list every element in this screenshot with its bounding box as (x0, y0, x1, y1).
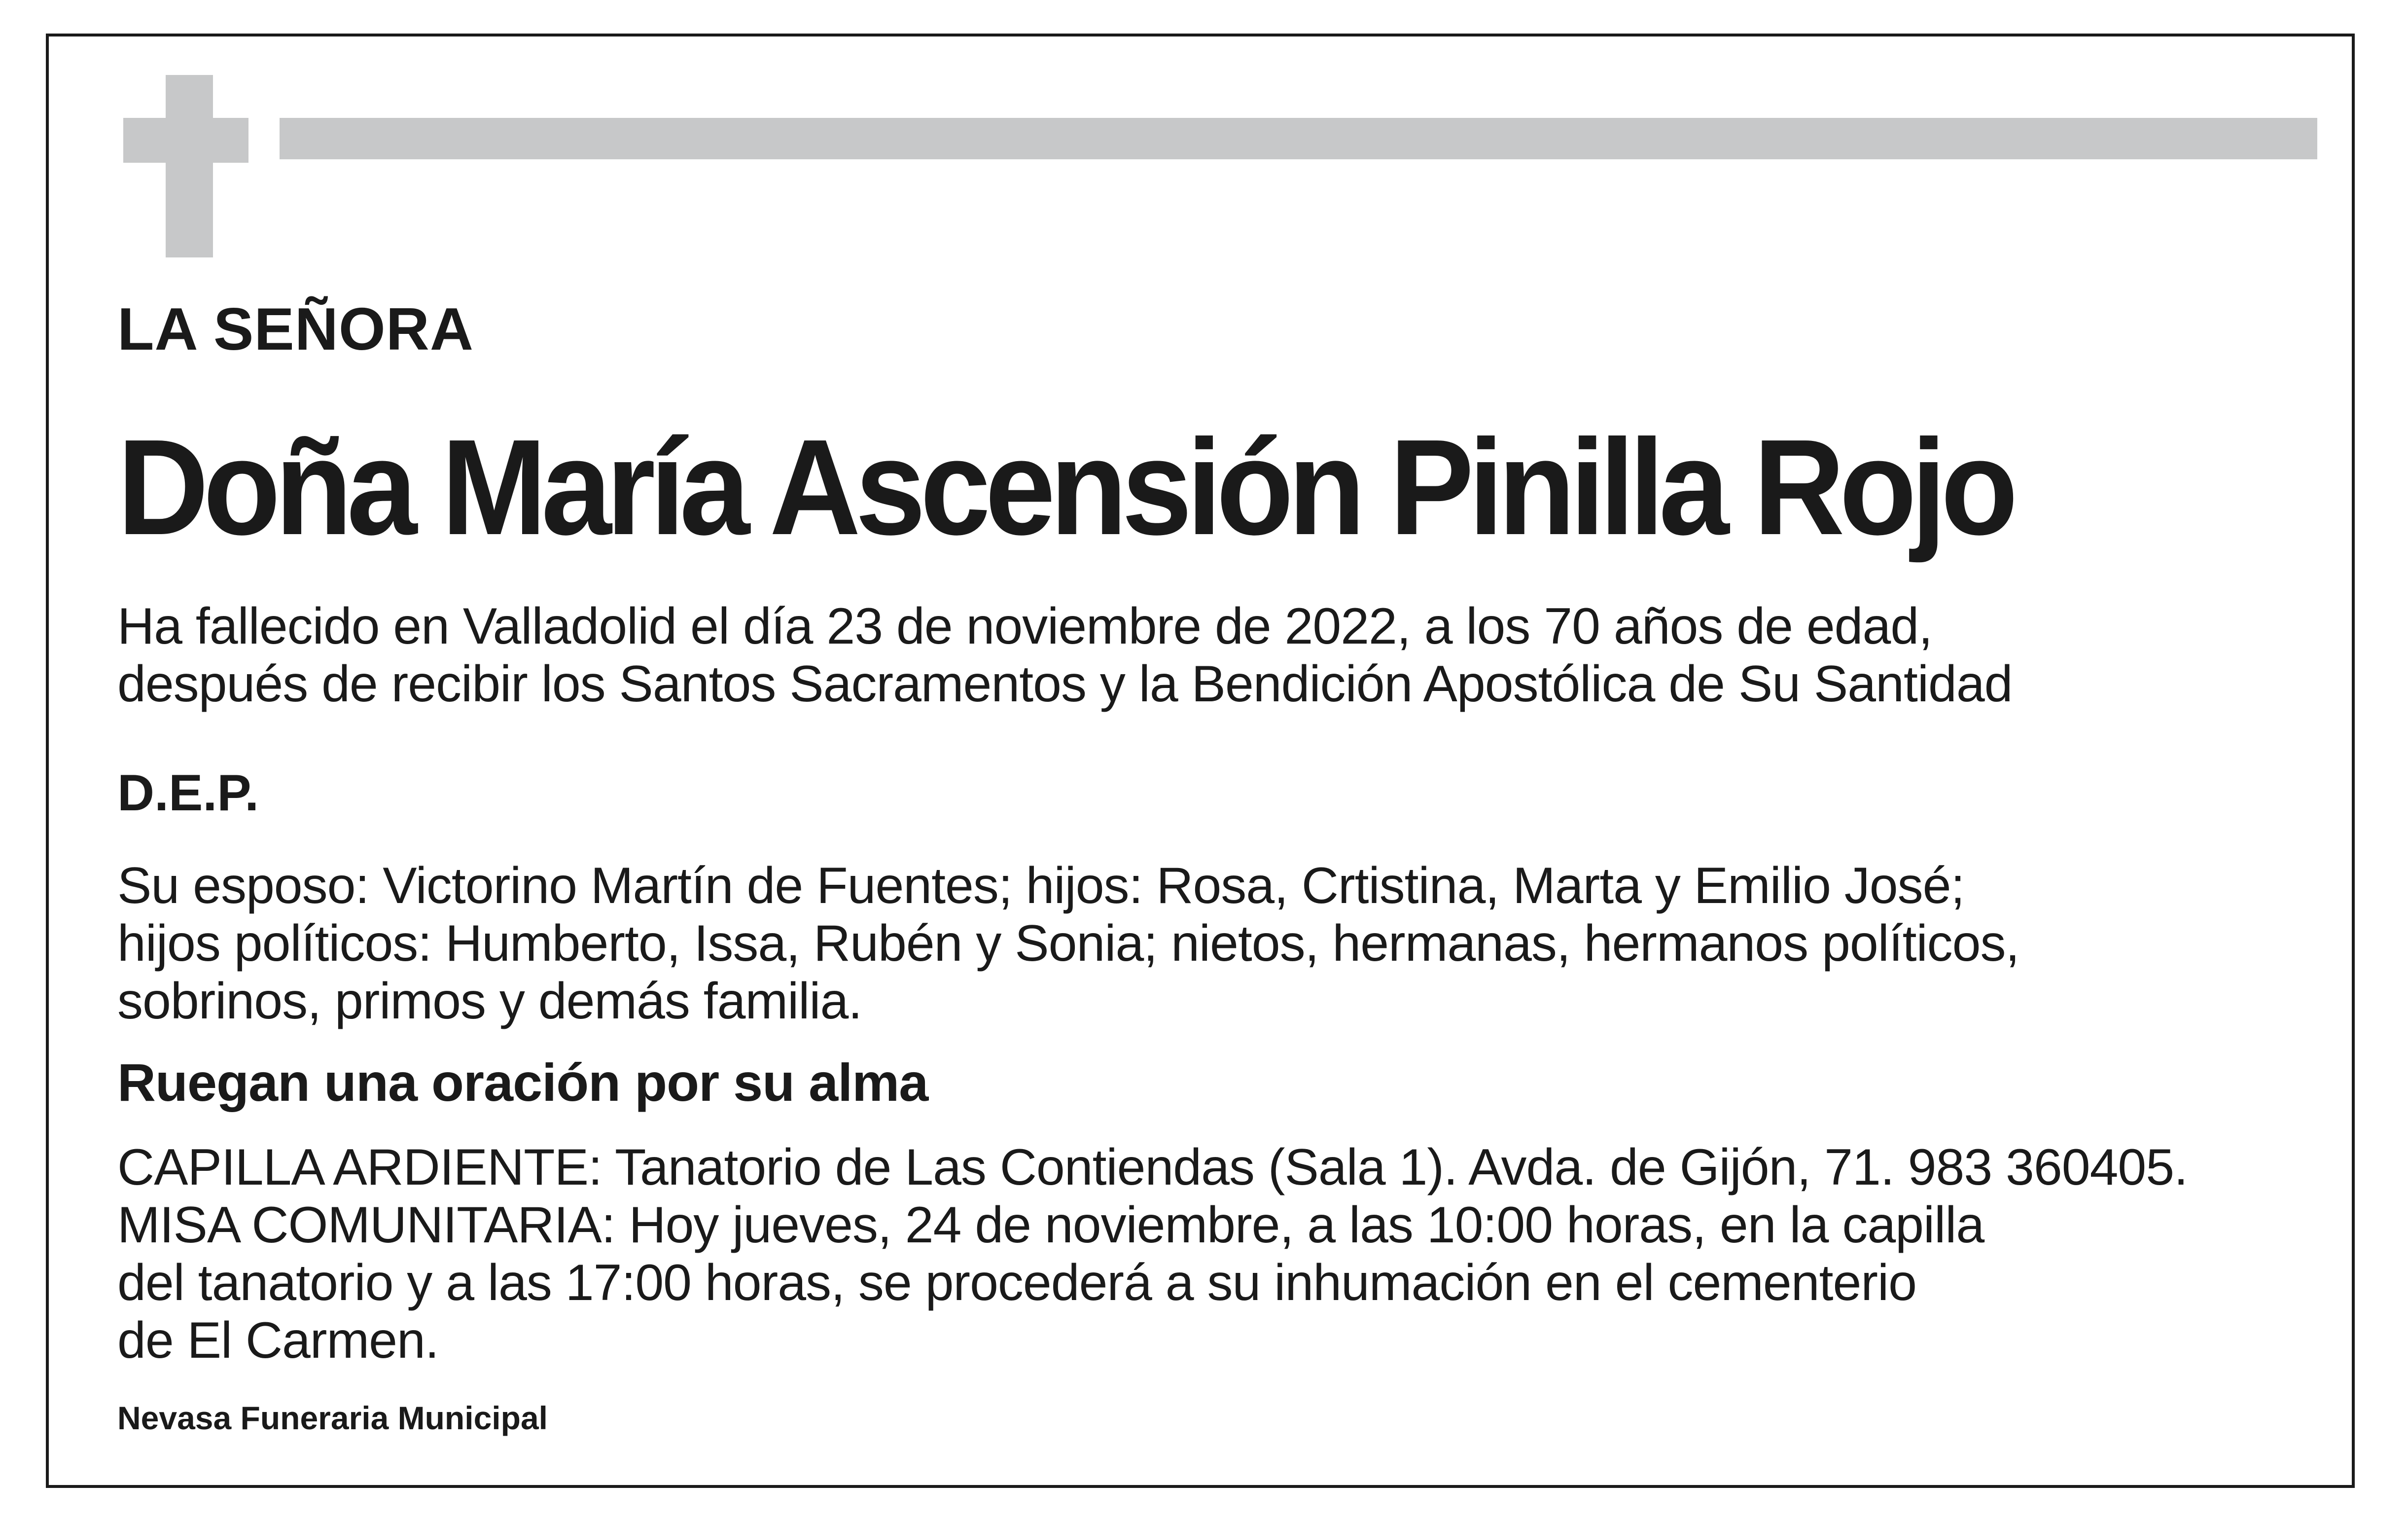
service-details (117, 1139, 2188, 1370)
honorific: LA SEÑORA (117, 295, 474, 362)
service-line: MISA COMUNITARIA: Hoy jueves, 24 de noviembre, a las 10:00 horas, en la capilla (117, 1196, 1984, 1254)
funeral-home: Nevasa Funeraria Municipal (117, 1400, 548, 1436)
header-bar (280, 118, 2317, 159)
family-list (117, 857, 2019, 1030)
family-line: Su esposo: Victorino Martín de Fuentes; hijos: Rosa, Crtistina, Marta y Emilio José; (117, 857, 1965, 914)
family-line: hijos políticos: Humberto, Issa, Rubén y Sonia; nietos, hermanas, hermanos políticos, (117, 915, 2019, 972)
deceased-name: Doña María Ascensión Pinilla Rojo (117, 411, 2013, 563)
cross-icon (166, 75, 213, 257)
death-line: después de recibir los Santos Sacramentos y la Bendición Apostólica de Su Santidad (117, 655, 2013, 713)
cross-icon-arm (123, 118, 248, 163)
service-line: CAPILLA ARDIENTE: Tanatorio de Las Contiendas (Sala 1). Avda. de Gijón, 71. 983 360405. (117, 1139, 2188, 1196)
family-line: sobrinos, primos y demás familia. (117, 973, 862, 1030)
service-line: del tanatorio y a las 17:00 horas, se procederá a su inhumación en el cementerio (117, 1254, 1916, 1311)
prayer-request: Ruegan una oración por su alma (117, 1052, 928, 1112)
death-line: Ha fallecido en Valladolid el día 23 de noviembre de 2022, a los 70 años de edad, (117, 598, 1933, 655)
dep-label: D.E.P. (117, 764, 259, 822)
service-line: de El Carmen. (117, 1312, 439, 1369)
death-announcement (117, 598, 2013, 713)
